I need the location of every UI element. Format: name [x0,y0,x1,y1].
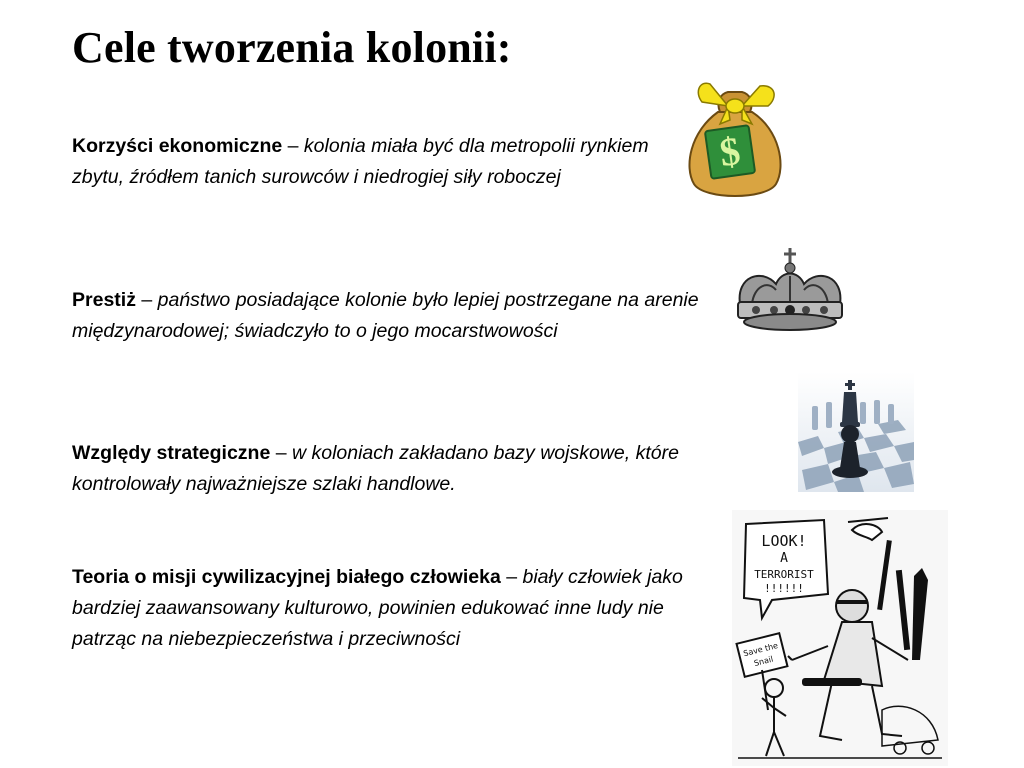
crown-jewel [820,306,828,314]
point-text: państwo posiadające kolonie było lepiej postrzegane na arenie międzynarodowej; świadczyło to o jego mocarstwowości [72,289,699,342]
point-dash: – [500,566,523,588]
point-strategic [72,438,732,500]
point-civilizing-mission [72,562,732,655]
speech-line-2: A [780,551,788,566]
slide-title: Cele tworzenia kolonii: [72,23,512,72]
point-dash: – [270,442,292,464]
crown-jewel [802,306,810,314]
crown-jewel [752,306,760,314]
sign-line-1: Save the [742,641,779,659]
speech-line-1: LOOK! [761,532,807,550]
point-term: Względy strategiczne [72,442,271,464]
point-term: Korzyści ekonomiczne [72,135,283,157]
point-dash: – [135,289,158,311]
point-text: kolonia miała być dla metropolii rynkiem zbytu, źródłem tanich surowców i niedrogiej siły roboczej [72,135,649,188]
point-term: Prestiż [72,289,136,311]
dollar-symbol: $ [716,127,743,176]
point-economic [72,131,672,193]
point-prestige [72,285,722,347]
crown-base [744,314,836,330]
point-text: biały człowiek jako bardziej zaawansowany kulturowo, powinien edukować inne ludy nie patrząc na niebezpieczeństwa i przeciwności [72,566,683,650]
crown-image [732,246,848,334]
crown-jewel [770,306,778,314]
speech-line-3: TERRORIST [754,568,814,581]
point-text: w koloniach zakładano bazy wojskowe, które kontrolowały najważniejsze szlaki handlowe. [72,442,679,495]
point-term: Teoria o misji cywilizacyjnej białego człowieka [72,566,501,588]
sign-line-2: Snail [753,654,775,669]
cartoon-image [732,510,948,766]
point-dash: – [282,135,304,157]
money-bag-image [680,72,790,202]
chess-image [798,372,914,492]
ribbon-knot [726,99,744,113]
crown-orb [785,263,795,273]
speech-line-4: !!!!!! [764,582,804,595]
